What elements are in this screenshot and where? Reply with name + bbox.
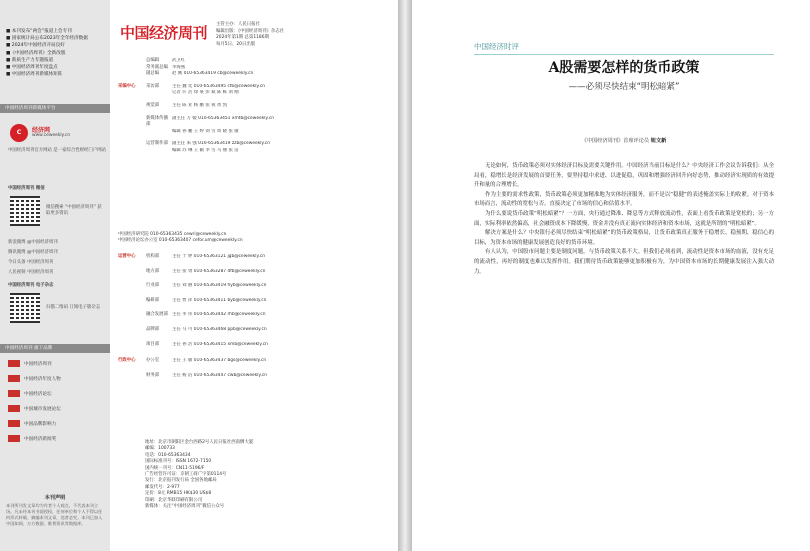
staff-row: 编研部 主任 贾 萍 010-65363411 byb@ceweekly.cn	[146, 297, 267, 303]
publication-line: 邮发代号：2-977	[145, 484, 180, 490]
brand-logo-icon	[8, 360, 20, 367]
publication-info	[145, 440, 395, 510]
article-subhead: ——必须尽快结束“明松暗紧”	[568, 82, 680, 92]
brand-item: 中国经济周刊	[8, 360, 52, 367]
right-page	[412, 0, 810, 551]
channel-item: 新浪微博 @中国经济周刊	[8, 240, 58, 245]
sidebar-headline: ■ 本刊发布“两会”报道上会专刊	[6, 29, 72, 34]
sidebar-headline: ■ 国家统计局公布2023年全年经济数据	[6, 36, 88, 42]
channel-item: 今日头条 中国经济周刊	[8, 260, 54, 265]
masthead-info-line: 2024年第1期 总第1186期	[216, 35, 269, 41]
article-paragraph: 作为主要的需求性政策，货币政策必须更加精准地为实体经济服务，而不是以“稳健”的表述掩盖实际上的收紧。对于资本市场而言，流动性的宽松与否，直接决定了市场的信心和估值水平。	[474, 191, 774, 208]
brand-item: 中国经济年度人物	[8, 375, 61, 382]
brand-logo-icon	[8, 420, 20, 427]
article-paragraph: 有人认为，中国股市问题主要是制度问题，与货币政策关系不大。但我们必须看到，流动性是资本市场的血液，没有充足的流动性，再好的制度也难以发挥作用。我们期待货币政策能够更加积极有为，为中国资本市场的长期健康发展注入强大动力。	[474, 249, 774, 275]
platform-section-title: 中国经济周刊新媒体平台	[0, 104, 110, 113]
article-paragraph: 解决方案是什么？中央银行必须尽快结束“明松暗紧”的货币政策格局，让货币政策真正服务于稳增长、稳预期、稳信心的目标，为资本市场的健康发展创造良好的货币环境。	[474, 230, 774, 246]
brand-item: 中国经济论坛	[8, 390, 52, 397]
wechat-qr-icon	[10, 196, 40, 226]
sidebar-headline: ■ 中国经济周刊年度盘点	[6, 65, 58, 71]
operations-list	[118, 254, 398, 379]
article-body	[474, 162, 774, 277]
sidebar-headline: ■ 新质生产力专题报道	[6, 57, 54, 63]
site-logo-text: 经济网	[32, 127, 51, 134]
staff-row: 记者 许 浩 徐 豪 彭 斌 陈 栋 刘 刚	[172, 90, 239, 96]
masthead-info-line: 主管主办：人民日报社	[216, 22, 260, 27]
staff-row: 运营中心 机构部 主任 于 婷 010-65363121 jgb@ceweekly.cn	[118, 254, 266, 259]
column-kicker: 中国经济时评	[474, 42, 519, 51]
staff-row: 财务部 主任 杨 洁 010-65363447 cwb@ceweekly.cn	[146, 372, 268, 378]
publication-line: 新媒体：关注“中国经济周刊”微信公众号	[145, 504, 225, 510]
staff-row: 副总编 赵 刚 010-65363419 cb@ceweekly.cn	[146, 71, 254, 77]
brands-section-title: 中国经济周刊 旗下品牌	[0, 344, 110, 353]
staff-row: 总编辑 武卫红	[146, 58, 186, 63]
sidebar-headline: ■《中国经济周刊》全新改版	[6, 50, 66, 56]
sidebar-headline: ■ 2024年中国经济开局良好	[6, 43, 65, 49]
channel-item: 人民视频 中国经济周刊	[8, 270, 54, 275]
publication-line: 广告经营许可证：京朝工商广字第0114号	[145, 472, 227, 478]
staff-row: 新媒体传播部 副主任 万 媛 010-65363451 xmtb@ceweekly.cn	[146, 115, 275, 128]
site-description: 中国经济周刊官方网站 是一家综合性财经门户网站	[8, 148, 106, 153]
notice-title: 本刊声明	[44, 495, 66, 501]
notice-text: 本刊所刊发文章均为作者个人观点，不代表本刊立场。凡未经本刊书面授权，任何单位和个人不得以任何形式转载、摘编本刊文章，违者必究。本刊已加入中国知网、万方数据、维普资讯等数据库。	[6, 503, 103, 526]
article-paragraph: 为什么要说货币政策“明松暗紧”？一方面，央行通过降准、降息等方式释放流动性，表面上看货币政策是宽松的；另一方面，实际利率依然偏高，社会融资成本下降缓慢，资金并没有真正流向实体经济和资本市场，这就是所谓的“明松暗紧”。	[474, 210, 774, 227]
brand-logo-icon	[8, 390, 20, 397]
brand-item: 中国城市发展论坛	[8, 405, 61, 412]
magazine-masthead: 中国经济周刊	[120, 24, 208, 42]
brand-logo-icon	[8, 405, 20, 412]
staff-row: 视觉部 主任 陈 亚 杨 鹏 张 锐 黄 凯	[146, 102, 228, 108]
staff-row: 行业部 主任 刘 丽 010-65363419 hyb@ceweekly.cn	[146, 283, 267, 289]
publication-line: 地址：北京市朝阳区金台西路2号人民日报社西南侧大厦	[145, 440, 254, 445]
research-contacts	[118, 232, 396, 245]
ebook-title: 中国经济周刊 电子杂志	[8, 283, 54, 288]
staff-row: 行政中心 办公室 主任 王 敏 010-65363437 bgs@ceweekly.cn	[118, 358, 267, 364]
staff-row: 常务副总编 李海燕	[146, 64, 186, 70]
staff-row: 编辑 苏 琳 王 颖 李 雪 马 丽 张 洁	[172, 147, 239, 153]
staff-row: 地方部 主任 张 勇 010-65363287 dfb@ceweekly.cn	[146, 268, 266, 274]
brand-logo-icon	[8, 375, 20, 382]
article-byline	[474, 137, 774, 144]
site-url: www.ceweekly.cn	[32, 133, 71, 138]
masthead-info	[216, 22, 396, 48]
ebook-description: 扫描二维码 订阅电子版杂志	[46, 305, 101, 310]
publication-line: 发行：北京报刊发行局 全国各地邮局	[145, 478, 217, 484]
staff-row: 融合发展部 主任 李 伟 010-65363442 rhb@ceweekly.cn	[146, 312, 266, 318]
research-line: 中国经济研究院 010-65363435 cewri@ceweekly.cn	[118, 232, 227, 237]
byline-author: 钮文新	[650, 138, 667, 144]
left-page	[0, 0, 398, 551]
byline-prefix: 《中国经济周刊》首席评论员	[581, 138, 650, 144]
sidebar-headline: ■ 中国经济周刊新媒体矩阵	[6, 72, 63, 78]
publication-line: 电话：010-65363434	[145, 452, 191, 458]
brand-item: 中国品牌影响力	[8, 420, 56, 427]
ebook-qr-icon	[10, 293, 40, 323]
publication-line: 邮编：100733	[145, 446, 175, 452]
publication-line: 印刷：北京华联印刷有限公司	[145, 497, 203, 503]
sidebar	[0, 0, 110, 551]
research-line: 中国经济论坛办公室 010-65363407 cefor.um@ceweekly.cn	[118, 238, 243, 244]
page-gutter	[398, 0, 412, 551]
staff-list	[118, 58, 398, 155]
masthead-info-line: 每月5日、20日出版	[216, 41, 256, 47]
channel-item: 腾讯微博 @中国经济周刊	[8, 250, 58, 255]
staff-row: 项目部 主任 孙 浩 010-65363415 xmb@ceweekly.cn	[146, 341, 268, 347]
kicker-divider	[474, 54, 774, 55]
article-headline: A股需要怎样的货币政策	[548, 60, 700, 76]
article-paragraph: 无论如何，货币政策必须对实体经济目标及需要关键作用。中国经济当前目标是什么？中央经济工作会议告诉我们：从全局看，稳增长是经济发展的首要任务，要坚持稳中求进、以进促稳，巩固和增强经济回升向好态势，推动经济实现质的有效提升和量的合理增长。	[474, 163, 774, 189]
staff-row: 运营制作部 副主任 朱 强 010-65363419 zzb@ceweekly.cn	[146, 141, 271, 147]
wechat-title: 中国经济周刊 微信	[8, 186, 45, 191]
wechat-description: 微信搜索 “中国经济周刊” 获取更多资讯	[46, 205, 102, 217]
publication-line: 国际标准刊号：ISSN 1672-7150	[145, 459, 212, 465]
brand-logo-icon	[8, 435, 20, 442]
staff-row: 编辑 孙 鹏 王 婷 刘 雪 周 晓 张 敏	[172, 128, 239, 134]
staff-row: 品牌部 主任 马 可 010-65363468 ppb@ceweekly.cn	[146, 326, 267, 332]
brand-item: 中国经济新闻奖	[8, 435, 56, 442]
ceweekly-logo-icon: C	[10, 124, 28, 142]
staff-row: 采编中心 采访部 主任 魏 奕 010-65363495 cfb@ceweekly.cn	[118, 83, 266, 89]
masthead-info-line: 编辑出版：《中国经济周刊》杂志社	[216, 28, 285, 34]
publication-line: 国内统一刊号：CN11-5196/F	[145, 465, 205, 471]
sidebar-headlines	[0, 0, 110, 78]
publication-line: 定价：8元 RMB15 HK$30 US$8	[145, 491, 212, 497]
